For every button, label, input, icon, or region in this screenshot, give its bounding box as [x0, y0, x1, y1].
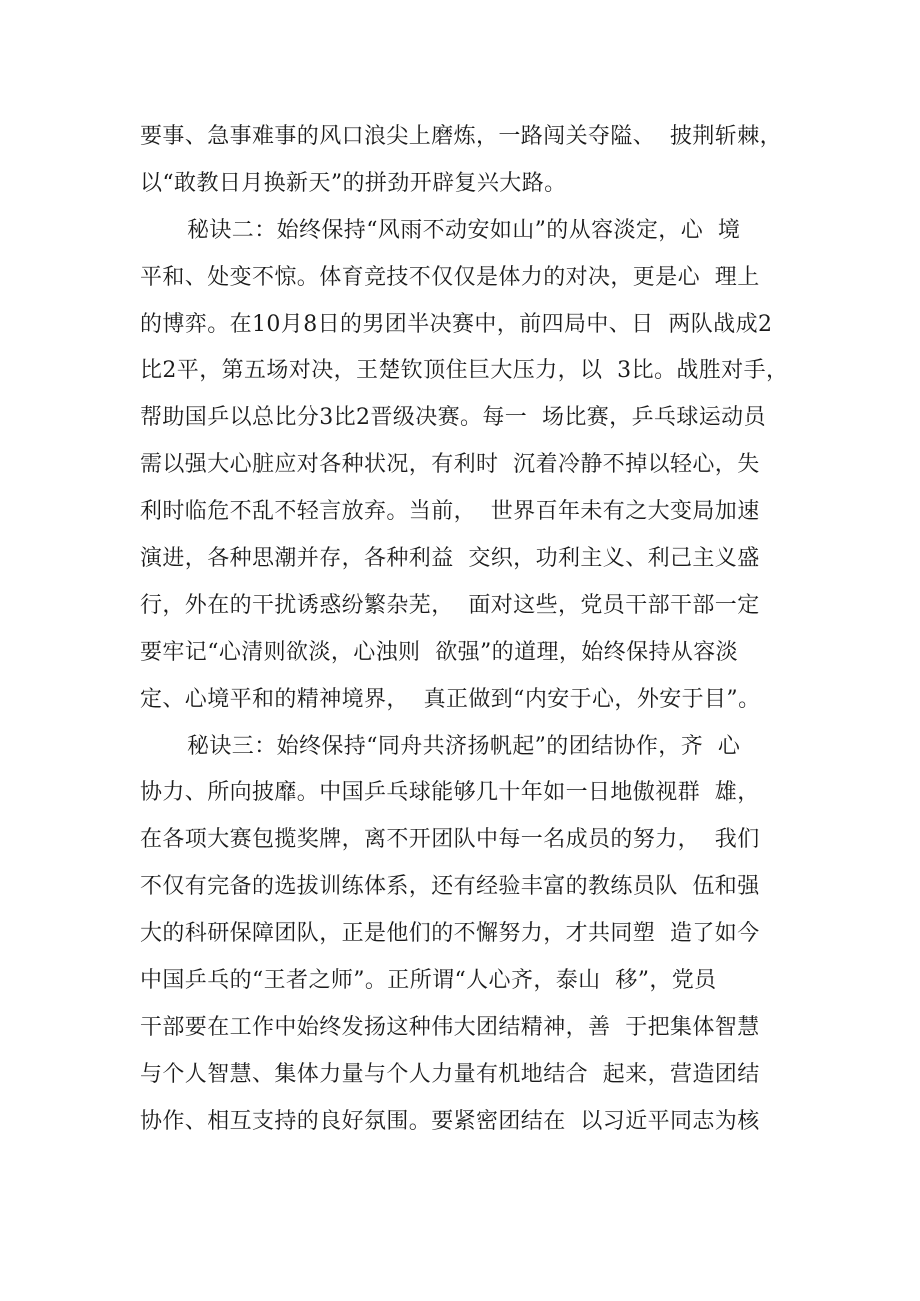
text-line: 中国乒乓的“王者之师”。正所谓“人心齐，泰山 移”，党员 [140, 968, 717, 994]
text-line: 要事、急事难事的风口浪尖上磨炼，一路闯关夺隘、 披荆斩棘， [140, 124, 782, 149]
text-line: 以“敢教日月换新天”的拼劲开辟复兴大路。 [140, 170, 567, 196]
text-line: 比2平，第五场对决，王楚钦顶住巨大压力，以 3比。战胜对手， [140, 358, 789, 384]
text-line: 协力、所向披靡。中国乒乓球能够几十年如一日地傲视群 雄， [140, 780, 760, 806]
text-line: 的博弈。在10月8日的男团半决赛中，前四局中、日 两队战成2 [140, 311, 773, 337]
paragraph-start-line: 秘诀三：始终保持“同舟共济扬帆起”的团结协作，齐 心 [187, 733, 741, 759]
text-line: 不仅有完备的选拔训练体系，还有经验丰富的教练员队 伍和强 [140, 874, 760, 900]
paragraph-start-line: 秘诀二：始终保持“风雨不动安如山”的从容淡定，心 境 [187, 217, 741, 243]
text-line: 干部要在工作中始终发扬这种伟大团结精神，善 于把集体智慧 [140, 1014, 760, 1040]
text-line: 在各项大赛包揽奖牌，离不开团队中每一名成员的努力， 我们 [140, 827, 760, 853]
text-line: 演进，各种思潮并存，各种利益 交织，功利主义、利己主义盛 [140, 546, 760, 572]
text-line: 行，外在的干扰诱惑纷繁杂芜， 面对这些，党员干部干部一定 [140, 592, 760, 618]
text-line: 要牢记“心清则欲淡，心浊则 欲强”的道理，始终保持从容淡 [140, 639, 739, 665]
text-line: 需以强大心脏应对各种状况，有利时 沉着冷静不掉以轻心，失 [140, 452, 760, 478]
text-line: 协作、相互支持的良好氛围。要紧密团结在 以习近平同志为核 [140, 1108, 760, 1134]
text-line: 帮助国乒以总比分3比2晋级决赛。每一 场比赛，乒乓球运动员 [140, 405, 766, 431]
text-line: 定、心境平和的精神境界， 真正做到“内安于心，外安于目”。 [140, 686, 761, 712]
text-line: 大的科研保障团队，正是他们的不懈努力，才共同塑 造了如今 [140, 921, 760, 947]
text-line: 与个人智慧、集体力量与个人力量有机地结合 起来，营造团结 [140, 1061, 760, 1087]
text-line: 平和、处变不惊。体育竞技不仅仅是体力的对决，更是心 理上 [140, 264, 760, 290]
body-text [140, 114, 800, 1146]
text-line: 利时临危不乱不轻言放弃。当前， 世界百年未有之大变局加速 [140, 499, 760, 525]
